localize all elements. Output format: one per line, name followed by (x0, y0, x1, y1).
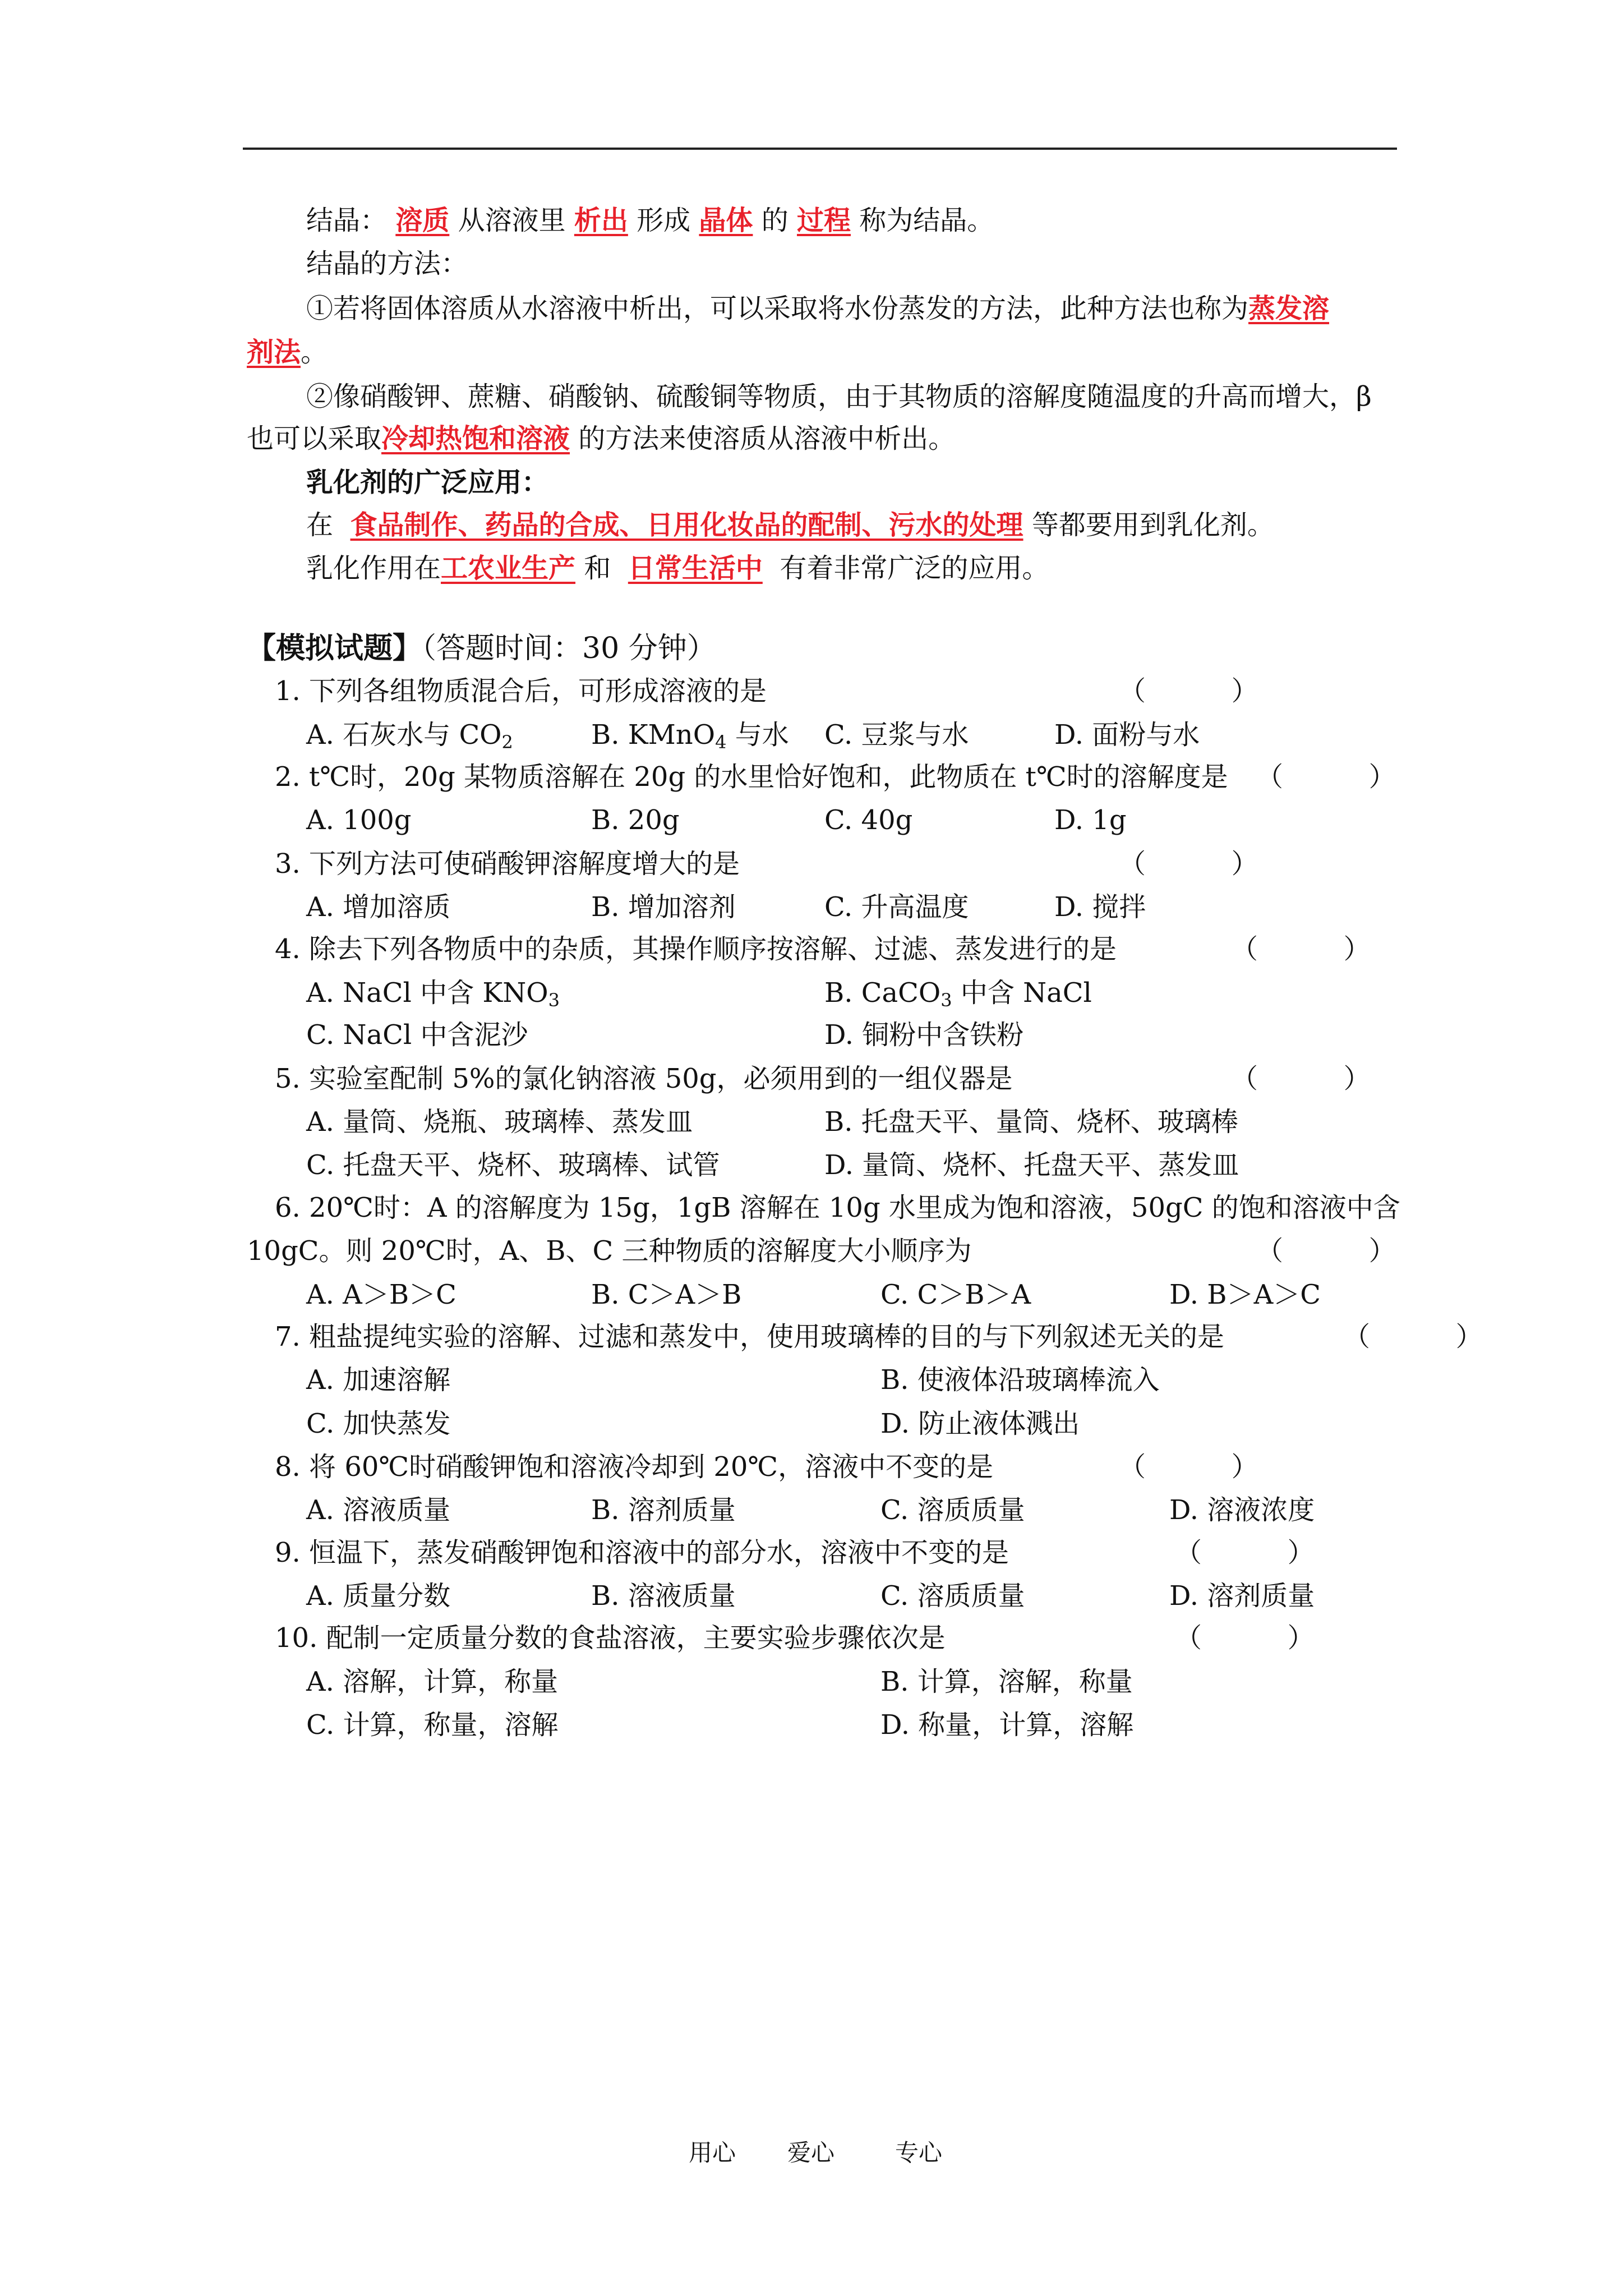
q8-option-c: C. 溶质质量 (880, 1494, 1025, 1526)
q4-answer-paren: （ ） (1231, 933, 1371, 965)
q3-option-c: C. 升高温度 (824, 891, 969, 923)
q1-option-c: C. 豆浆与水 (824, 719, 969, 751)
quiz-heading: 【模拟试题】（答题时间：30 分钟） (247, 631, 716, 665)
emulsifier-line2: 乳化作用在工农业生产 和 日常生活中 有着非常广泛的应用。 (306, 553, 1049, 584)
q6-option-b: B. C＞A＞B (591, 1279, 742, 1310)
q4-option-b: B. CaCO$_3$ 中含 NaCl (824, 977, 1092, 1011)
q8-stem: 8. 将 60℃时硝酸钾饱和溶液冷却到 20℃，溶液中不变的是 (275, 1451, 994, 1483)
q7-answer-paren: （ ） (1343, 1321, 1483, 1352)
q8-option-b: B. 溶剂质量 (591, 1494, 736, 1526)
q1-option-d: D. 面粉与水 (1054, 719, 1200, 751)
q1-answer-paren: （ ） (1119, 675, 1258, 707)
q2-option-d: D. 1g (1054, 804, 1127, 836)
q7-option-c: C. 加快蒸发 (306, 1408, 451, 1439)
q8-option-d: D. 溶液浓度 (1169, 1494, 1315, 1526)
q9-answer-paren: （ ） (1175, 1537, 1315, 1568)
q3-option-d: D. 搅拌 (1054, 891, 1146, 923)
q6-option-a: A. A＞B＞C (306, 1279, 457, 1310)
q9-option-b: B. 溶液质量 (591, 1580, 736, 1612)
q10-option-b: B. 计算，溶解，称量 (880, 1666, 1133, 1697)
q5-stem: 5. 实验室配制 5%的氯化钠溶液 50g，必须用到的一组仪器是 (275, 1063, 1013, 1094)
emulsifier-line1: 在 食品制作、药品的合成、日用化妆品的配制、污水的处理 等都要用到乳化剂。 (306, 509, 1274, 541)
q6-stem-continued: 10gC。则 20℃时，A、B、C 三种物质的溶解度大小顺序为 (247, 1235, 972, 1267)
q10-option-d: D. 称量，计算，溶解 (880, 1709, 1134, 1741)
q5-option-b: B. 托盘天平、量筒、烧杯、玻璃棒 (824, 1106, 1238, 1138)
q6-option-d: D. B＞A＞C (1169, 1279, 1321, 1310)
q5-answer-paren: （ ） (1231, 1063, 1371, 1094)
footer-word-1: 用心 (689, 2139, 736, 2166)
q2-option-a: A. 100g (306, 804, 412, 836)
q3-option-b: B. 增加溶剂 (591, 891, 736, 923)
header-rule (243, 148, 1397, 150)
q2-stem: 2. t℃时，20g 某物质溶解在 20g 的水里恰好饱和，此物质在 t℃时的溶解度是 (275, 761, 1228, 793)
q8-answer-paren: （ ） (1119, 1451, 1258, 1483)
method2-line2: 也可以采取冷却热饱和溶液 的方法来使溶质从溶液中析出。 (247, 423, 956, 454)
q9-option-a: A. 质量分数 (306, 1580, 451, 1612)
q10-stem: 10. 配制一定质量分数的食盐溶液，主要实验步骤依次是 (275, 1622, 946, 1654)
q5-option-a: A. 量筒、烧瓶、玻璃棒、蒸发皿 (306, 1106, 693, 1138)
q1-option-a: A. 石灰水与 $CO_2$ (306, 719, 513, 753)
blank-solute: 溶质 (395, 205, 450, 236)
q4-option-d: D. 铜粉中含铁粉 (824, 1019, 1024, 1051)
q7-option-b: B. 使液体沿玻璃棒流入 (880, 1364, 1160, 1396)
q7-option-d: D. 防止液体溅出 (880, 1408, 1080, 1439)
footer-word-2: 爱心 (787, 2139, 835, 2166)
q10-option-c: C. 计算，称量，溶解 (306, 1709, 559, 1741)
q9-option-c: C. 溶质质量 (880, 1580, 1025, 1612)
q8-option-a: A. 溶液质量 (306, 1494, 451, 1526)
footer-word-3: 专心 (895, 2139, 943, 2166)
q3-stem: 3. 下列方法可使硝酸钾溶解度增大的是 (275, 848, 740, 880)
q1-stem: 1. 下列各组物质混合后，可形成溶液的是 (275, 675, 767, 707)
q6-stem: 6. 20℃时：A 的溶解度为 15g，1gB 溶解在 10g 水里成为饱和溶液，50gC 的饱和溶液中含 (275, 1192, 1400, 1223)
method-title: 结晶的方法： (306, 248, 468, 279)
q9-stem: 9. 恒温下，蒸发硝酸钾饱和溶液中的部分水，溶液中不变的是 (275, 1537, 1009, 1568)
method1-line2: 剂法。 (247, 337, 328, 368)
q3-option-a: A. 增加溶质 (306, 891, 451, 923)
q7-stem: 7. 粗盐提纯实验的溶解、过滤和蒸发中，使用玻璃棒的目的与下列叙述无关的是 (275, 1321, 1225, 1352)
q6-answer-paren: （ ） (1256, 1235, 1396, 1267)
method2-line1: ②像硝酸钾、蔗糖、硝酸钠、硫酸铜等物质，由于其物质的溶解度随温度的升高而增大，β (306, 381, 1372, 412)
blank-process: 过程 (796, 205, 851, 236)
q5-option-d: D. 量筒、烧杯、托盘天平、蒸发皿 (824, 1149, 1239, 1181)
q7-option-a: A. 加速溶解 (306, 1364, 451, 1396)
q10-option-a: A. 溶解，计算，称量 (306, 1666, 559, 1697)
blank-precipitate: 析出 (574, 205, 628, 236)
crystal-definition: 结晶： 溶质 从溶液里 析出 形成 晶体 的 过程 称为结晶。 (306, 205, 994, 236)
q10-answer-paren: （ ） (1175, 1622, 1315, 1654)
q3-answer-paren: （ ） (1119, 848, 1258, 880)
q4-option-a: A. NaCl 中含 $KNO_3$ (306, 977, 560, 1011)
q4-stem: 4. 除去下列各物质中的杂质，其操作顺序按溶解、过滤、蒸发进行的是 (275, 933, 1117, 965)
blank-crystal: 晶体 (699, 205, 753, 236)
q2-option-c: C. 40g (824, 804, 913, 836)
q4-option-c: C. NaCl 中含泥沙 (306, 1019, 528, 1051)
q1-option-b: B. KMnO$_4$ 与水 (591, 719, 789, 753)
q6-option-c: C. C＞B＞A (880, 1279, 1031, 1310)
emulsifier-title: 乳化剂的广泛应用： (306, 467, 549, 498)
q2-option-b: B. 20g (591, 804, 680, 836)
q2-answer-paren: （ ） (1256, 761, 1396, 793)
q5-option-c: C. 托盘天平、烧杯、玻璃棒、试管 (306, 1149, 720, 1181)
q9-option-d: D. 溶剂质量 (1169, 1580, 1315, 1612)
method1-line1: ①若将固体溶质从水溶液中析出，可以采取将水份蒸发的方法，此种方法也称为蒸发溶 (306, 293, 1330, 324)
